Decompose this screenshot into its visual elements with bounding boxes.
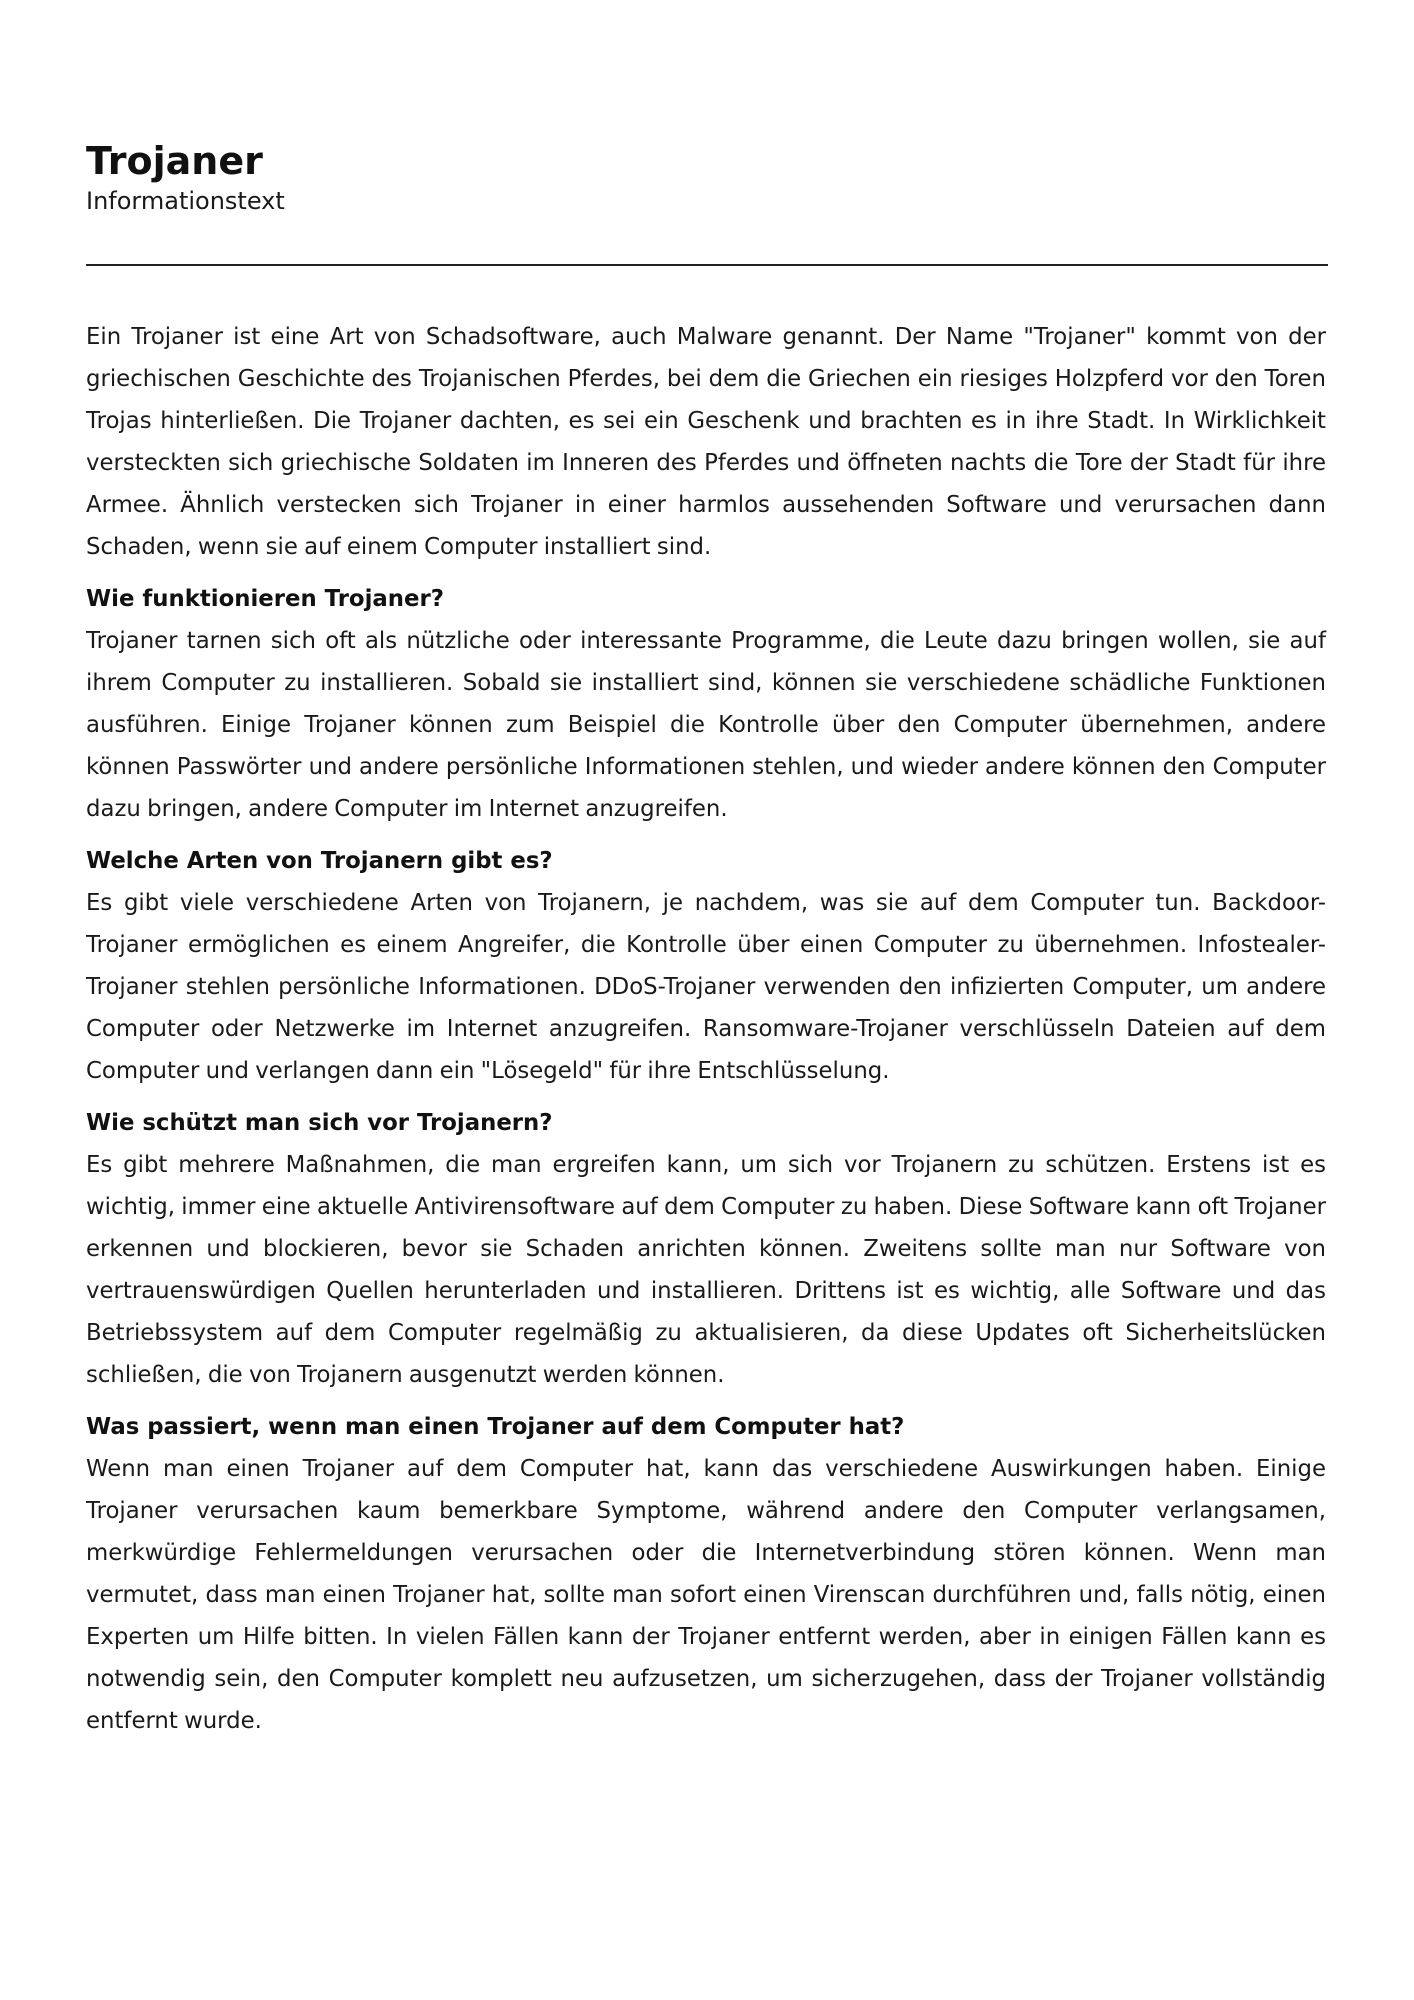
section-trojan-types	[86, 840, 1326, 1092]
section-protection	[86, 1102, 1326, 1396]
section-infection-consequences	[86, 1406, 1326, 1742]
title-divider	[86, 264, 1328, 266]
section-paragraph: Wenn man einen Trojaner auf dem Computer hat, kann das verschiedene Auswirkungen haben. Einige Trojaner verursachen kaum bemerkbare Symptome, während andere den Computer verlangsamen, merkwürdige Fehlermeldungen verursachen oder die Internetverbindung stören können. Wenn man vermutet, dass man einen Trojaner hat, sollte man sofort einen Virenscan durchführen und, falls nötig, einen Experten um Hilfe bitten. In vielen Fällen kann der Trojaner entfernt werden, aber in einigen Fällen kann es notwendig sein, den Computer komplett neu aufzusetzen, um sicherzugehen, dass der Trojaner vollständig entfernt wurde.	[86, 1456, 1326, 1734]
section-heading: Wie schützt man sich vor Trojanern?	[86, 1110, 553, 1136]
section-heading: Wie funktionieren Trojaner?	[86, 586, 444, 612]
section-how-trojans-work	[86, 578, 1326, 830]
document-subtitle: Informationstext	[86, 187, 285, 215]
intro-section	[86, 316, 1326, 568]
section-paragraph: Trojaner tarnen sich oft als nützliche oder interessante Programme, die Leute dazu bringen wollen, sie auf ihrem Computer zu installieren. Sobald sie installiert sind, können sie verschiedene schädliche Funktionen ausführen. Einige Trojaner können zum Beispiel die Kontrolle über den Computer übernehmen, andere können Passwörter und andere persönliche Informationen stehlen, und wieder andere können den Computer dazu bringen, andere Computer im Internet anzugreifen.	[86, 628, 1326, 822]
document-title: Trojaner	[86, 139, 263, 183]
section-paragraph: Es gibt viele verschiedene Arten von Trojanern, je nachdem, was sie auf dem Computer tun. Backdoor-Trojaner ermöglichen es einem Angreifer, die Kontrolle über einen Computer zu übernehmen. Infostealer-Trojaner stehlen persönliche Informationen. DDoS-Trojaner verwenden den infizierten Computer, um andere Computer oder Netzwerke im Internet anzugreifen. Ransomware-Trojaner verschlüsseln Dateien auf dem Computer und verlangen dann ein "Lösegeld" für ihre Entschlüsselung.	[86, 890, 1326, 1084]
document-page	[86, 138, 1326, 1742]
section-heading: Welche Arten von Trojanern gibt es?	[86, 848, 553, 874]
intro-paragraph: Ein Trojaner ist eine Art von Schadsoftware, auch Malware genannt. Der Name "Trojaner" kommt von der griechischen Geschichte des Trojanischen Pferdes, bei dem die Griechen ein riesiges Holzpferd vor den Toren Trojas hinterließen. Die Trojaner dachten, es sei ein Geschenk und brachten es in ihre Stadt. In Wirklichkeit versteckten sich griechische Soldaten im Inneren des Pferdes und öffneten nachts die Tore der Stadt für ihre Armee. Ähnlich verstecken sich Trojaner in einer harmlos aussehenden Software und verursachen dann Schaden, wenn sie auf einem Computer installiert sind.	[86, 324, 1326, 560]
section-heading: Was passiert, wenn man einen Trojaner auf dem Computer hat?	[86, 1414, 905, 1440]
section-paragraph: Es gibt mehrere Maßnahmen, die man ergreifen kann, um sich vor Trojanern zu schützen. Erstens ist es wichtig, immer eine aktuelle Antivirensoftware auf dem Computer zu haben. Diese Software kann oft Trojaner erkennen und blockieren, bevor sie Schaden anrichten können. Zweitens sollte man nur Software von vertrauenswürdigen Quellen herunterladen und installieren. Drittens ist es wichtig, alle Software und das Betriebssystem auf dem Computer regelmäßig zu aktualisieren, da diese Updates oft Sicherheitslücken schließen, die von Trojanern ausgenutzt werden können.	[86, 1152, 1326, 1388]
